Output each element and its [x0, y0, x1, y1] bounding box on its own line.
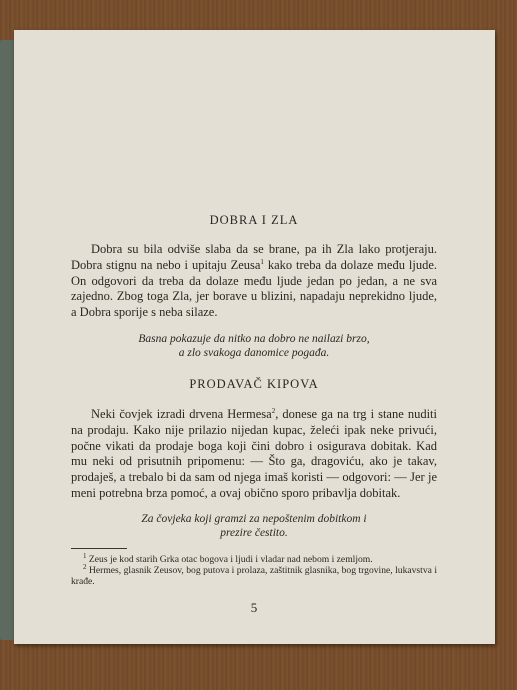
footnote — [71, 551, 437, 565]
footnote-ref: 1 — [260, 257, 264, 266]
fable-moral-dobra-i-zla — [71, 332, 437, 360]
moral-line: prezire čestito. — [220, 527, 288, 539]
footnote-text: Hermes, glasnik Zeusov, bog putova i prolaza, zaštitnik glasnika, bog trgovine, lukavstva i krađe. — [71, 565, 437, 587]
footnotes — [71, 551, 437, 587]
moral-line: Basna pokazuje da nitko na dobro ne nailazi brzo, — [138, 333, 370, 345]
moral-line: a zlo svakoga danomice pogađa. — [178, 347, 330, 359]
footnote-ref: 2 — [271, 406, 276, 415]
fable-text-part: kako treba da dolaze među ljude. On odgovori da treba da dolaze među ljude jedan po jedan, a ne sva zajedno. Zbog toga Zla, jer borave u blizini, napadaju neprekidno ljude, a Dobra sporije s neba silaze. — [71, 257, 437, 320]
fable-text-part: Neki čovjek izradi drvena Hermesa — [91, 407, 272, 421]
moral-line: Za čovjeka koji gramzi za nepoštenim dobitkom i — [141, 513, 367, 525]
page-number: 5 — [250, 600, 258, 615]
book-page — [14, 30, 495, 644]
fable-text-part: Dobra su bila odviše slaba da se brane, pa ih Zla lako protjeraju. Dobra stignu na nebo i upitaju Zeusa — [71, 242, 437, 272]
fable-title-prodavac-kipova: PRODAVAČ KIPOVA — [189, 377, 319, 391]
fable-text-dobra-i-zla — [71, 242, 437, 321]
footnote-mark: 2 — [83, 562, 87, 571]
footnote — [71, 562, 437, 587]
footnote-divider — [71, 548, 127, 549]
fable-text-part: , donese ga na trg i stane nuditi na prodaju. Kako nije prilazio nijedan kupac, želeći ipak neke privući, počne vikati da prodaje boga koji čini dobro i osigurava dobitak. Kad mu neki od prisutnih pripomenu: — Što ga, dragoviću, ako je takav, prodaješ, a trebalo bi da sam od njega imaš koristi — odgovori: — Jer je meni potrebna brza pomoć, a ovaj obično sporo pribavlja dobitak. — [71, 407, 437, 500]
footnote-text: Zeus je kod starih Grka otac bogova i ljudi i vladar nad nebom i zemljom. — [86, 554, 373, 565]
fable-moral-prodavac-kipova — [71, 512, 437, 540]
fable-title-dobra-i-zla: DOBRA I ZLA — [209, 213, 299, 227]
footnote-mark: 1 — [83, 551, 87, 560]
fable-text-prodavac-kipova — [71, 407, 437, 502]
